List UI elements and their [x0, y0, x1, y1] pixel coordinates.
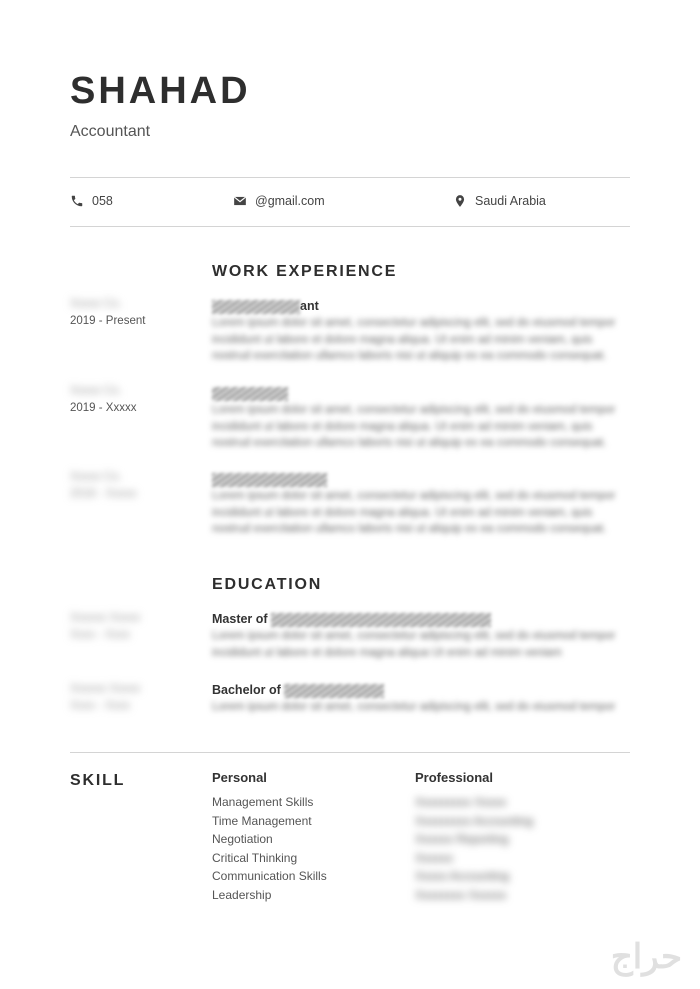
location: Saudi Arabia: [475, 194, 546, 208]
contact-location: [453, 194, 546, 208]
job-entry: [212, 470, 630, 538]
professional-skills: [415, 770, 615, 904]
job-description: Lorem ipsum dolor sit amet, consectetur adipiscing elit, sed do eiusmod tempor incididunt ut labore et dolore magna aliqua. Ut enim ad minim veniam, quis nostrud exercitation ullamco laboris nisi ut aliquip ex ea commodo consequat.: [212, 404, 616, 449]
professional-heading: Professional: [415, 770, 494, 785]
job-role: ant: [300, 299, 319, 313]
skill-item: Negotiation: [212, 832, 273, 846]
company-name: Xxxxx Co.: [70, 298, 122, 310]
redacted-text: [284, 684, 384, 698]
degree-line: [212, 681, 630, 699]
job-description: Lorem ipsum dolor sit amet, consectetur adipiscing elit, sed do eiusmod tempor incididunt ut labore et dolore magna aliqua. Ut enim ad minim veniam, quis nostrud exercitation ullamco laboris nisi ut aliquip ex ea commodo consequat.: [212, 490, 616, 535]
skill-item: Xxxxxxxxx Accounting: [415, 813, 534, 828]
skill-item: Xxxxxx: [415, 850, 454, 865]
school-name: Xxxxxx Xxxxx: [70, 612, 141, 624]
skill-item: Communication Skills: [212, 869, 327, 883]
company-name: Xxxxx Co.: [70, 385, 122, 397]
skill-item: Leadership: [212, 887, 272, 902]
job-entry: [212, 384, 630, 452]
phone-icon: [70, 194, 84, 208]
skill-item: Xxxxxxxxx Xxxxx: [415, 795, 507, 809]
redacted-text: [212, 473, 327, 487]
resume-name: SHAHAD: [70, 70, 251, 112]
education-entry: [212, 681, 630, 716]
redacted-text: [212, 300, 300, 314]
school-name: Xxxxxx Xxxxx: [70, 683, 141, 695]
school-dates: Xxxx - Xxxx: [70, 629, 131, 641]
skill-item: Management Skills: [212, 795, 314, 809]
email-address: @gmail.com: [255, 194, 325, 208]
job-title-line: [212, 297, 630, 315]
school-dates: Xxxx - Xxxx: [70, 700, 131, 712]
map-pin-icon: [453, 194, 467, 208]
watermark-logo: حراج: [610, 938, 682, 976]
school-meta: [70, 681, 195, 715]
skill-item: Xxxxxx Reporting: [415, 832, 509, 846]
skill-item: Xxxxx Accounting: [415, 869, 510, 883]
personal-heading: Personal: [212, 770, 267, 785]
work-experience-heading: WORK EXPERIENCE: [212, 263, 398, 280]
degree-title: Master of: [212, 612, 268, 626]
job-title-line: [212, 470, 630, 488]
phone-number: 058: [92, 194, 113, 208]
personal-skills: [212, 770, 402, 904]
education-entry: [212, 610, 630, 661]
job-title: Accountant: [70, 123, 151, 140]
contact-email: [233, 194, 325, 208]
skill-item: Time Management: [212, 813, 312, 828]
skill-item: Xxxxxxxx Xxxxxx: [415, 887, 507, 902]
job-meta: [70, 469, 195, 503]
divider: [70, 177, 630, 178]
job-dates: 2018 - Xxxxx: [70, 488, 137, 500]
redacted-text: [271, 613, 491, 627]
job-meta: [70, 383, 195, 417]
envelope-icon: [233, 194, 247, 208]
degree-title: Bachelor of: [212, 683, 281, 697]
company-name: Xxxxx Co.: [70, 471, 122, 483]
professional-skill-list: [415, 793, 615, 904]
job-dates: 2019 - Present: [70, 315, 146, 327]
divider: [70, 752, 630, 753]
skill-item: Critical Thinking: [212, 850, 298, 865]
redacted-text: [212, 387, 288, 401]
school-meta: [70, 610, 195, 644]
job-description: Lorem ipsum dolor sit amet, consectetur adipiscing elit, sed do eiusmod tempor incididunt ut labore et dolore magna aliqua. Ut enim ad minim veniam, quis nostrud exercitation ullamco laboris nisi ut aliquip ex ea commodo consequat.: [212, 317, 616, 362]
degree-description: Lorem ipsum dolor sit amet, consectetur adipiscing elit, sed do eiusmod tempor: [212, 701, 616, 713]
job-dates: 2019 - Xxxxx: [70, 402, 137, 414]
skill-heading: SKILL: [70, 772, 126, 789]
job-entry: [212, 297, 630, 365]
degree-line: [212, 610, 630, 628]
education-heading: EDUCATION: [212, 576, 323, 593]
divider: [70, 226, 630, 227]
personal-skill-list: [212, 793, 402, 904]
job-meta: [70, 296, 195, 330]
contact-phone: [70, 194, 113, 208]
job-title-line: [212, 384, 630, 402]
degree-description: Lorem ipsum dolor sit amet, consectetur adipiscing elit, sed do eiusmod tempor incididunt ut labore et dolore magna aliqua Ut enim ad minim veniam: [212, 630, 616, 659]
